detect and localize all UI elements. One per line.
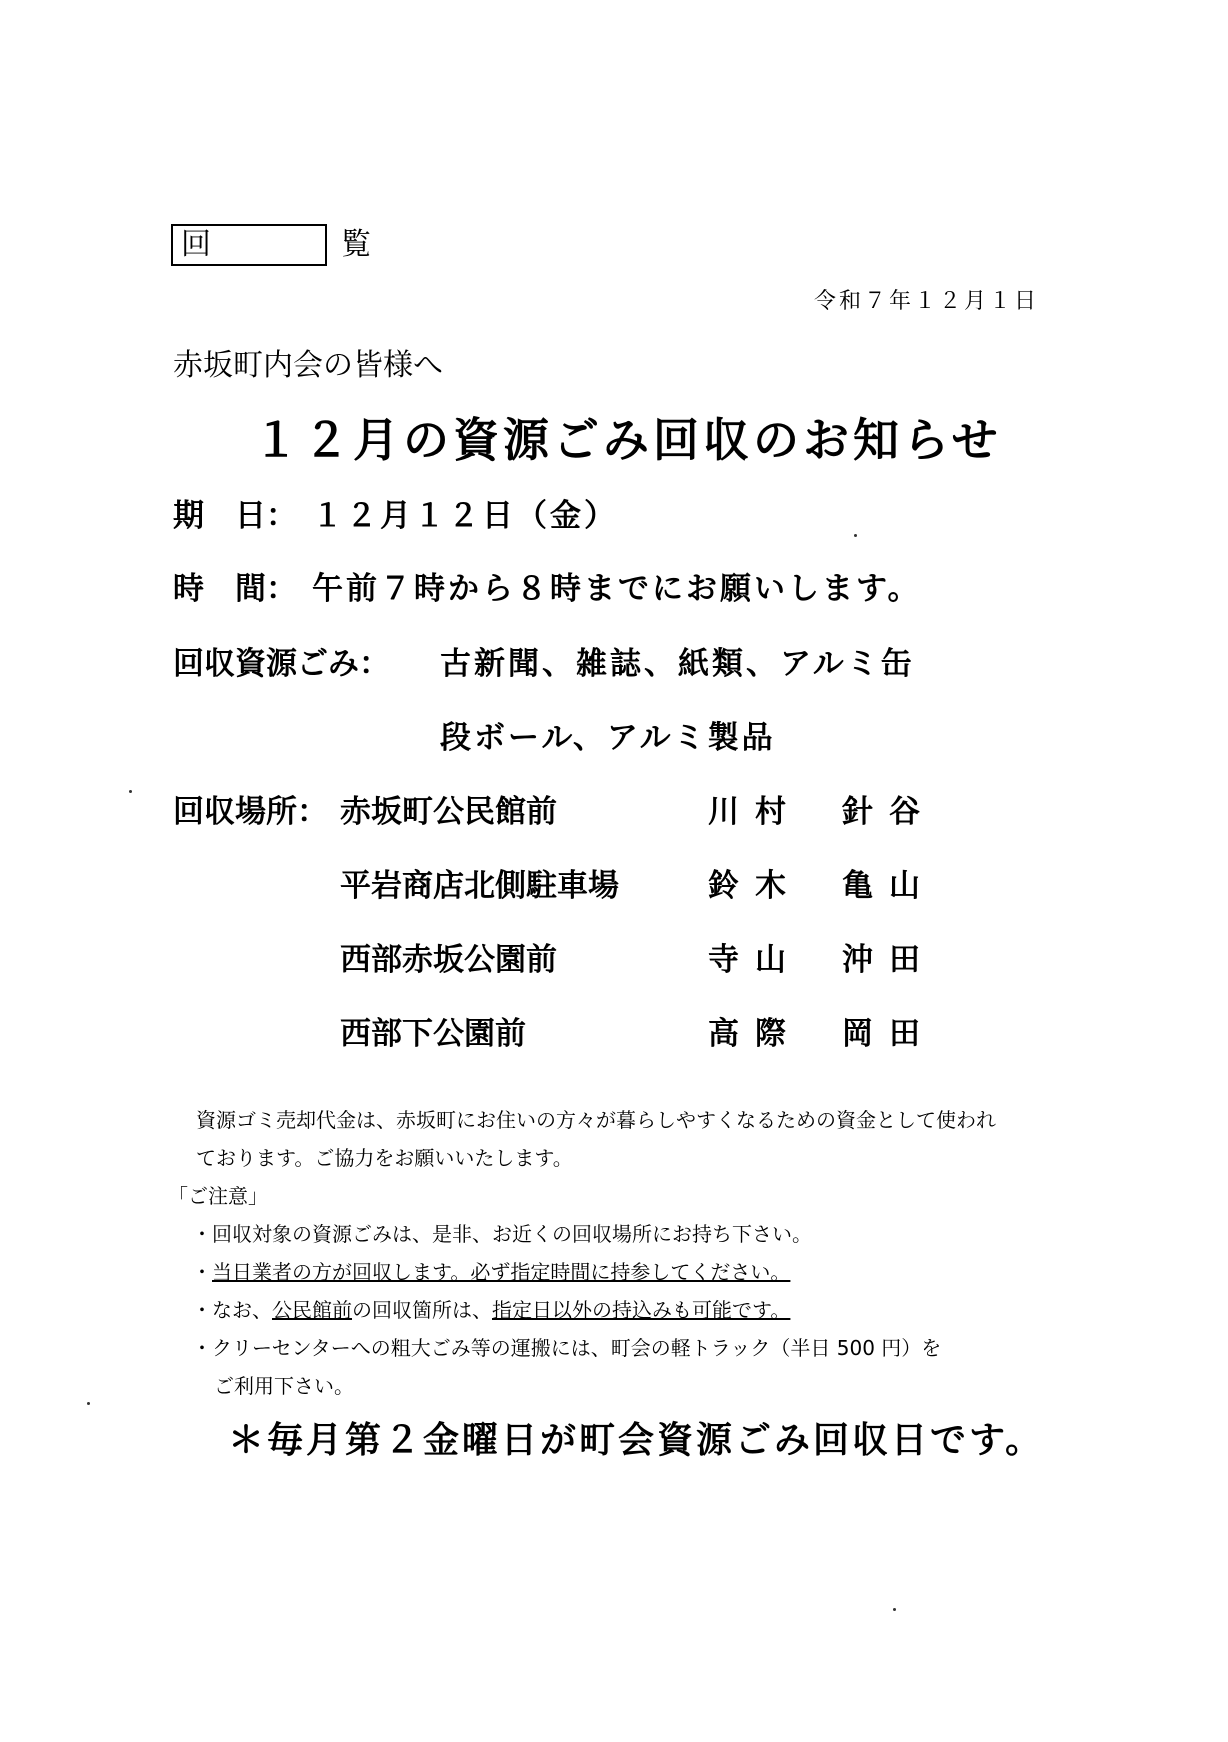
- caution-2: [192, 1256, 790, 1285]
- place-area2: 岡田: [842, 1016, 936, 1052]
- caution-3-c: の回収箇所は、: [352, 1298, 492, 1322]
- date-label: 期 日：: [173, 498, 297, 534]
- items-line1: 古新聞、雑誌、紙類、アルミ缶: [440, 646, 915, 682]
- date-value: １２月１２日（金）: [312, 498, 618, 534]
- place-name: 西部赤坂公園前: [340, 942, 557, 978]
- footer-reminder: ＊毎月第２金曜日が町会資源ごみ回収日です。: [228, 1420, 1045, 1461]
- place-area2: 沖田: [842, 942, 936, 978]
- kairan-stamp: 回 覧: [171, 224, 327, 266]
- place-area1: 寺山: [708, 942, 802, 978]
- items-label: 回収資源ごみ：: [173, 646, 390, 682]
- place-name: 西部下公園前: [340, 1016, 526, 1052]
- scan-speck: [893, 1608, 896, 1611]
- notice-line2: ております。ご協力をお願いいたします。: [196, 1146, 573, 1170]
- place-area1: 高際: [708, 1016, 802, 1052]
- caution-2-underlined: 当日業者の方が回収します。必ず指定時間に持参してください。: [212, 1260, 791, 1284]
- scan-speck: [129, 790, 132, 793]
- caution-3-d: 指定日以外の持込みも可能です。: [492, 1298, 791, 1322]
- notice-title: １２月の資源ごみ回収のお知らせ: [253, 413, 1002, 467]
- place-area2: 亀山: [842, 868, 936, 904]
- scan-speck: [854, 534, 857, 537]
- caution-1: ・回収対象の資源ごみは、是非、お近くの回収場所にお持ち下さい。: [192, 1222, 812, 1246]
- places-label: 回収場所：: [173, 794, 328, 830]
- caution-3-b: 公民館前: [272, 1298, 352, 1322]
- caution-3-a: ・なお、: [192, 1298, 272, 1322]
- place-name: 赤坂町公民館前: [340, 794, 557, 830]
- caution-4-line1: ・クリーセンターへの粗大ごみ等の運搬には、町会の軽トラック（半日 500 円）を: [192, 1336, 942, 1360]
- caution-3: [192, 1294, 790, 1323]
- place-area1: 鈴木: [708, 868, 802, 904]
- cautions-heading: 「ご注意」: [168, 1184, 268, 1208]
- caution-2-bullet: ・: [192, 1260, 212, 1284]
- addressee: 赤坂町内会の皆様へ: [173, 348, 443, 383]
- time-label: 時 間：: [173, 571, 297, 607]
- scan-speck: [87, 1402, 90, 1405]
- time-value: 午前７時から８時までにお願いします。: [312, 571, 922, 607]
- caution-4-line2: ご利用下さい。: [214, 1374, 354, 1398]
- notice-line1: 資源ゴミ売却代金は、赤坂町にお住いの方々が暮らしやすくなるための資金として使われ: [196, 1108, 996, 1132]
- place-area2: 針谷: [842, 794, 936, 830]
- place-name: 平岩商店北側駐車場: [340, 868, 619, 904]
- items-line2: 段ボール、アルミ製品: [440, 720, 776, 756]
- issue-date: 令和７年１２月１日: [814, 289, 1040, 314]
- place-area1: 川村: [708, 794, 802, 830]
